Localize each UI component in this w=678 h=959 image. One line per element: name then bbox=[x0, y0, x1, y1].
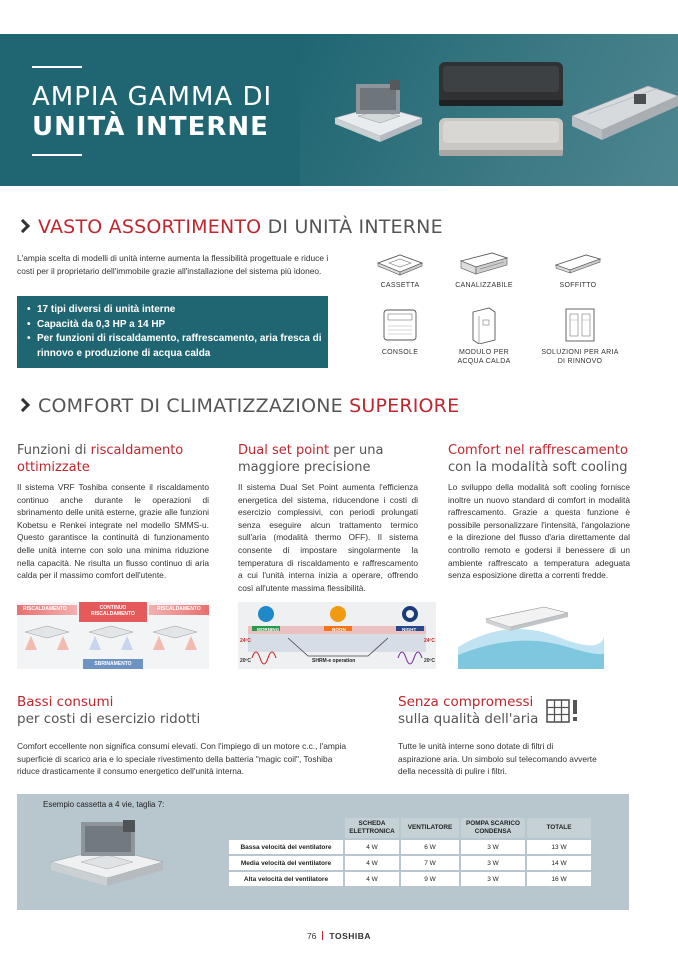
table-row-label: Media velocità del ventilatore bbox=[229, 856, 343, 870]
col2-title-c: maggiore precisione bbox=[238, 460, 371, 475]
table-row-label: Alta velocità del ventilatore bbox=[229, 872, 343, 886]
col3-title bbox=[448, 442, 658, 476]
wall-unit-silver-image bbox=[437, 116, 567, 160]
ducted-unit-image bbox=[568, 74, 678, 144]
filter-icon bbox=[546, 698, 580, 724]
temp-label: 24ºC bbox=[240, 638, 251, 644]
section1-heading-rest: DI UNITÀ INTERNE bbox=[261, 216, 443, 238]
section2-heading-highlight: SUPERIORE bbox=[349, 395, 460, 417]
chevron-right-icon bbox=[16, 398, 30, 412]
chevron-right-icon bbox=[16, 219, 30, 233]
table-header-row bbox=[229, 818, 591, 838]
night-label: NIGHT bbox=[402, 627, 417, 632]
fresh-air-unit-icon bbox=[562, 306, 598, 344]
banner-title-line1: AMPIA GAMMA DI bbox=[32, 82, 273, 112]
table-header-text: SCHEDA bbox=[358, 820, 386, 827]
col3-title-b: raffrescamento bbox=[528, 443, 628, 458]
soft-cooling-drawing bbox=[458, 597, 604, 669]
hot-water-module-icon bbox=[469, 306, 499, 344]
table-header bbox=[345, 818, 399, 838]
col3-title-c: con la modalità soft cooling bbox=[448, 460, 628, 475]
unit-type-label: CASSETTA bbox=[380, 282, 420, 289]
col2-title bbox=[238, 442, 438, 476]
col1-title-c: ottimizzate bbox=[17, 460, 90, 475]
table-header bbox=[461, 818, 525, 838]
temp-label: 24ºC bbox=[424, 638, 435, 644]
fig-label: RISCALDAMENTO bbox=[157, 606, 201, 612]
fig-label: RISCALDAMENTO bbox=[91, 611, 135, 617]
unit-type-cassette bbox=[370, 249, 430, 290]
col2-title-a: Dual set point bbox=[238, 443, 330, 458]
low-consumption-subtitle: per costi di esercizio ridotti bbox=[17, 711, 201, 727]
unit-type-soffitto bbox=[546, 249, 610, 290]
fig-label-center bbox=[79, 605, 147, 617]
page-footer bbox=[0, 931, 678, 941]
col1-text: Il sistema VRF Toshiba consente il riscaldamento continuo anche durante le operazioni di sbrinamento delle unità esterne, grazie alle funzioni Kobetsu e Renkei integrate nel modello SMMS-u. Questo garantisce la continuità di funzionamento delle unità interne con solo una minima riduzione nella capacità. Ne risulta un flusso continuo di aria calda per il massimo comfort dell'utente. bbox=[17, 482, 209, 581]
table-header-text: CONDENSA bbox=[474, 828, 512, 835]
table-header-text: TOTALE bbox=[546, 824, 572, 831]
shrm-label: SHRM-e operation bbox=[312, 658, 356, 664]
unit-type-modulo-acqua bbox=[448, 306, 520, 366]
table-header-text: POMPA SCARICO bbox=[466, 820, 520, 827]
banner-rule-top bbox=[32, 66, 82, 68]
col1-title-b: riscaldamento bbox=[90, 443, 184, 458]
table-cell: 7 W bbox=[401, 856, 459, 870]
ducted-icon bbox=[458, 249, 510, 277]
fig-label: RISCALDAMENTO bbox=[23, 606, 67, 612]
unit-type-label-2: ACQUA CALDA bbox=[457, 358, 511, 365]
table-cell: 4 W bbox=[345, 840, 399, 854]
cassette-unit-image bbox=[330, 76, 425, 146]
unit-type-aria-rinnovo bbox=[538, 306, 622, 366]
footer-divider bbox=[322, 931, 323, 940]
low-consumption-title bbox=[17, 694, 317, 728]
unit-type-canalizzabile bbox=[448, 249, 520, 290]
col1-title-a: Funzioni di bbox=[17, 443, 91, 458]
ceiling-unit-icon bbox=[552, 249, 604, 277]
soft-cooling-figure bbox=[458, 597, 604, 669]
table-header-text: ELETTRONICA bbox=[349, 828, 395, 835]
col2-text: Il sistema Dual Set Point aumenta l'efficienza energetica del sistema, riducendone i costi di esercizio complessivi, con periodi prolungati senza eseguire alcun trattamento termico sull'aria (modalità thermo OFF). Il sistema consente di impostare singolarmente la temperatura di riscaldamento e raffrescamento a cui l'unità interna inizia a operare, offrendo così all'utente massima flessibilità. bbox=[238, 482, 418, 593]
unit-type-label: CANALIZZABILE bbox=[455, 282, 513, 289]
unit-type-console bbox=[370, 306, 430, 357]
feature-item: • Capacità da 0,3 HP a 14 HP bbox=[27, 318, 328, 333]
page-number: 76 bbox=[306, 931, 317, 941]
col2-title-b: per una bbox=[329, 443, 384, 458]
air-quality-title-text: Senza compromessi bbox=[398, 694, 534, 710]
unit-type-label: MODULO PER bbox=[458, 349, 510, 356]
table-header-blank bbox=[229, 818, 343, 838]
unit-type-label: CONSOLE bbox=[381, 349, 419, 356]
table-header-text: VENTILATORE bbox=[407, 824, 453, 831]
table-cell: 3 W bbox=[461, 872, 525, 886]
consumption-panel bbox=[17, 794, 629, 910]
section1-heading-highlight: VASTO ASSORTIMENTO bbox=[38, 216, 262, 238]
banner-rule-bottom bbox=[32, 154, 82, 156]
morning-label: MORNING bbox=[257, 627, 280, 632]
section2-heading-rest: COMFORT DI CLIMATIZZAZIONE bbox=[38, 395, 350, 417]
dual-setpoint-figure bbox=[238, 602, 436, 669]
section2-heading bbox=[18, 395, 459, 417]
section1-intro: L'ampia scelta di modelli di unità interne aumenta la flessibilità progettuale e riduce i costi per il proprietario dell'immobile grazie all'installazione del sistema più idoneo. bbox=[17, 253, 329, 276]
table-row bbox=[229, 856, 591, 870]
section1-heading bbox=[18, 216, 443, 238]
table-header bbox=[401, 818, 459, 838]
unit-type-label: SOFFITTO bbox=[559, 282, 597, 289]
col3-title-a: Comfort nel bbox=[448, 443, 529, 458]
table-cell: 6 W bbox=[401, 840, 459, 854]
table-cell: 4 W bbox=[345, 872, 399, 886]
table-cell: 16 W bbox=[527, 872, 591, 886]
table-row-label: Bassa velocità del ventilatore bbox=[229, 840, 343, 854]
feature-item: • Per funzioni di riscaldamento, raffrescamento, aria fresca di rinnovo e produzione di acqua calda bbox=[27, 332, 328, 361]
air-quality-text: Tutte le unità interne sono dotate di filtri di aspirazione aria. Un simbolo sul telecomando avverte della necessità di pulire i filtri. bbox=[398, 741, 597, 777]
wall-unit-dark-image bbox=[437, 60, 567, 110]
low-consumption-text: Comfort eccellente non significa consumi elevati. Con l'impiego di un motore c.c., l'ampia superficie di scarico aria e lo speciale rivestimento della batteria "magic coil", Toshiba riduce drasticamente il consumo energetico dell'unità interna. bbox=[17, 741, 347, 777]
unit-type-label-2: DI RINNOVO bbox=[557, 358, 603, 365]
table-cell: 13 W bbox=[527, 840, 591, 854]
table-cell: 14 W bbox=[527, 856, 591, 870]
col3-text: Lo sviluppo della modalità soft cooling fornisce inoltre un nuovo standard di comfort in modalità raffrescamento. Grazie a questa funzione è possibile personalizzare l'intensità, l'angolazione e la direzione del flusso d'aria direttamente dal controllo remoto e godersi il benessere di un ambiente raffrescato a temperatura adeguata senza esposizione diretta a correnti fredde. bbox=[448, 482, 630, 581]
cassette-units-drawing bbox=[17, 620, 209, 660]
table-cell: 4 W bbox=[345, 856, 399, 870]
footer-brand: TOSHIBA bbox=[329, 931, 372, 941]
features-box bbox=[17, 296, 328, 368]
temp-label: 20ºC bbox=[424, 658, 435, 664]
heating-continuous-figure bbox=[17, 602, 209, 669]
table-caption: Esempio cassetta a 4 vie, taglia 7: bbox=[43, 800, 165, 809]
unit-type-label: SOLUZIONI PER ARIA bbox=[541, 349, 619, 356]
fig-label: CONTINUO bbox=[99, 605, 127, 611]
banner-title-line2: UNITÀ INTERNE bbox=[32, 112, 269, 142]
defrost-label: SBRINAMENTO bbox=[83, 659, 143, 669]
noon-label: NOON bbox=[332, 627, 346, 632]
table-row bbox=[229, 872, 591, 886]
feature-item: • 17 tipi diversi di unità interne bbox=[27, 303, 328, 318]
consumption-table bbox=[227, 816, 593, 888]
table-row bbox=[229, 840, 591, 854]
low-consumption-title-text: Bassi consumi bbox=[17, 694, 114, 710]
table-cell: 9 W bbox=[401, 872, 459, 886]
table-header bbox=[527, 818, 591, 838]
cassette-icon bbox=[375, 249, 425, 277]
table-cell: 3 W bbox=[461, 856, 525, 870]
air-quality-subtitle: sulla qualità dell'aria bbox=[398, 711, 539, 727]
cassette-4way-image bbox=[47, 818, 167, 894]
col1-title bbox=[17, 442, 217, 476]
console-icon bbox=[380, 306, 420, 344]
header-banner bbox=[0, 34, 678, 186]
temp-label: 20ºC bbox=[240, 658, 251, 664]
table-cell: 3 W bbox=[461, 840, 525, 854]
